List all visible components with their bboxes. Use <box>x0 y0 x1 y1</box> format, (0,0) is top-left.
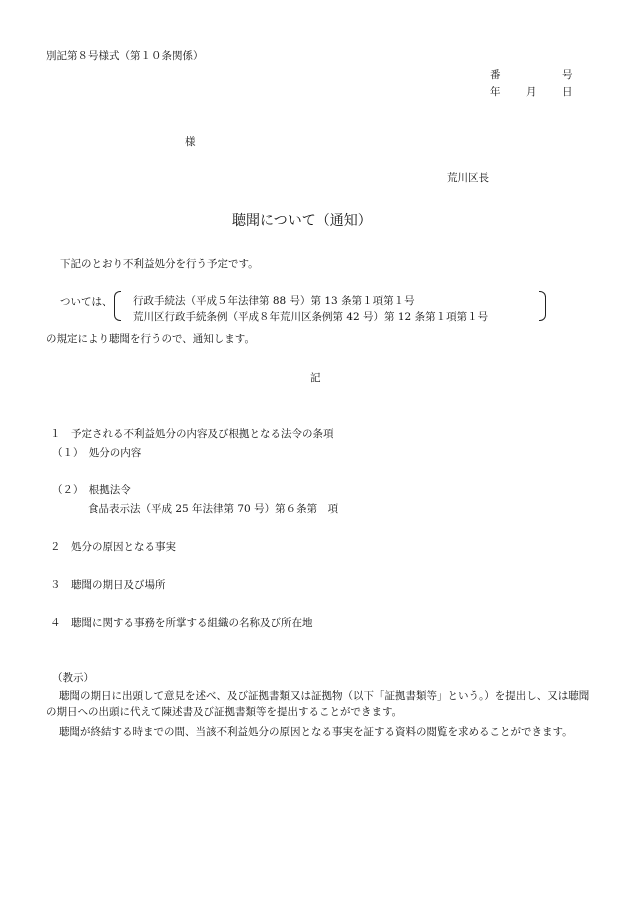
right-brace <box>539 291 546 321</box>
intro-text: 下記のとおり不利益処分を行う予定です。 <box>60 258 259 270</box>
date-month: 月 <box>526 86 537 98</box>
legal-basis-suffix: の規定により聴聞を行うので、通知します。 <box>46 333 255 345</box>
number-suffix: 号 <box>562 69 573 81</box>
legal-basis-prefix: ついては、 <box>60 296 113 308</box>
sender-name: 荒川区長 <box>447 172 489 184</box>
document-title: 聴聞について（通知） <box>232 213 372 229</box>
section-1-2-heading: （２） 根拠法令 <box>52 484 131 496</box>
number-label: 番 <box>490 69 501 81</box>
date-year: 年 <box>490 86 501 98</box>
addressee-honorific: 様 <box>185 136 196 148</box>
section-1-heading: １ 予定される不利益処分の内容及び根拠となる法令の条項 <box>50 428 334 440</box>
section-2-heading: ２ 処分の原因となる事実 <box>50 541 176 553</box>
section-1-2-body: 食品表示法（平成 25 年法律第 70 号）第６条第 項 <box>88 503 339 515</box>
notice-paragraph: 聴聞の期日に出頭して意見を述べ、及び証拠書類又は証拠物（以下「証拠書類等」という。）を提出し、又は聴聞の期日への出頭に代えて陳述書及び証拠書類等を提出することができます。 <box>46 690 590 718</box>
section-3-heading: ３ 聴聞の期日及び場所 <box>50 579 166 591</box>
section-4-heading: ４ 聴聞に関する事務を所掌する組織の名称及び所在地 <box>50 617 313 629</box>
legal-basis-item: 荒川区行政手続条例（平成８年荒川区条例第 42 号）第 12 条第１項第１号 <box>133 311 489 323</box>
section-1-1-heading: （１） 処分の内容 <box>52 447 142 459</box>
left-brace <box>114 291 121 321</box>
legal-basis-item: 行政手続法（平成５年法律第 88 号）第 13 条第１項第１号 <box>133 295 415 307</box>
ki-label: 記 <box>310 372 321 384</box>
notice-paragraph: 聴聞が終結する時までの間、当該不利益処分の原因となる事実を証する資料の閲覧を求めることができます。 <box>59 726 573 738</box>
form-label: 別記第８号様式（第１０条関係） <box>46 50 204 62</box>
notice-heading: （教示） <box>52 672 94 684</box>
date-day: 日 <box>562 86 573 98</box>
